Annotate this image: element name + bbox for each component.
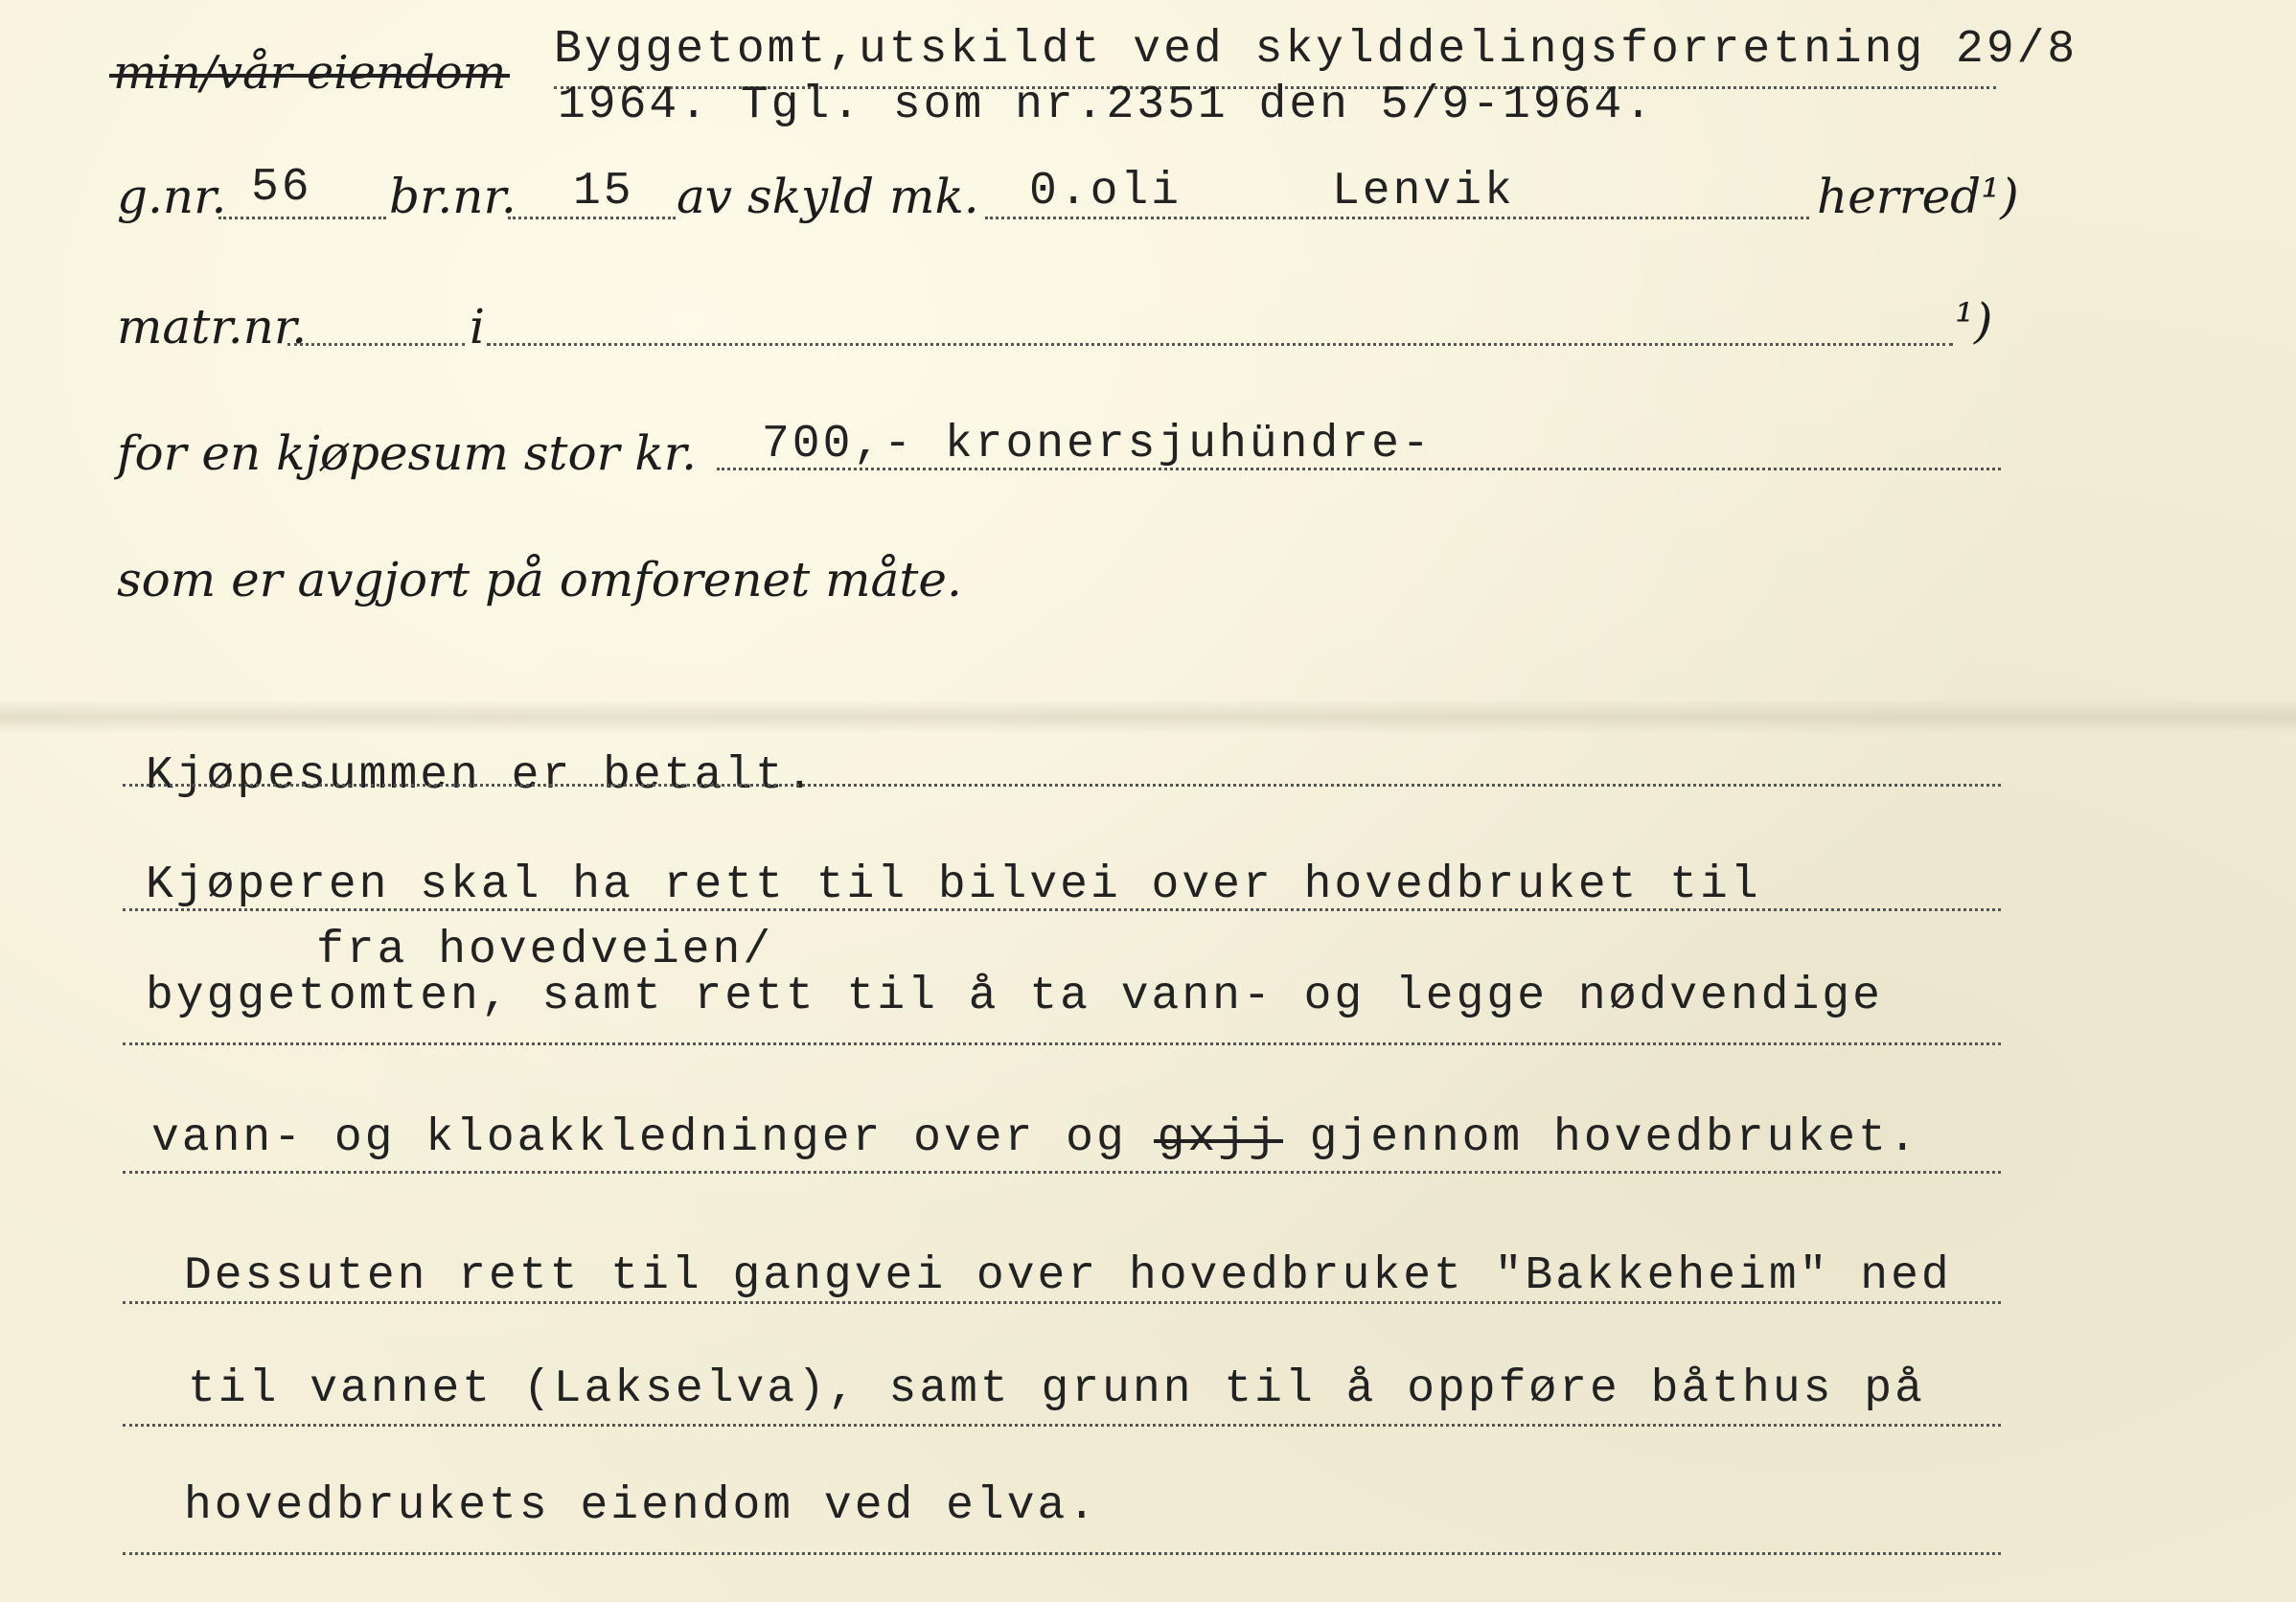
skyld-label: av skyld mk. [677, 169, 979, 224]
struck-word: gxjj [1157, 1112, 1279, 1164]
owner-label [113, 46, 507, 100]
skyld-value: 0.oli [1029, 166, 1182, 217]
herred-label: herred¹) [1817, 169, 2019, 224]
terms-line-6: til vannet (Lakselva), samt grunn til å oppføre båthus på [188, 1363, 1925, 1415]
terms-line-3: byggetomten, samt rett til å ta vann- og legge nødvendige [146, 971, 1883, 1022]
price-label: for en kjøpesum stor kr. [117, 425, 698, 481]
matr-i-label: i [470, 299, 485, 355]
terms-line-5: Dessuten rett til gangvei over hovedbruket "Bakkeheim" ned [184, 1250, 1952, 1302]
dotted-line [123, 1552, 2001, 1555]
dotted-line [487, 343, 1953, 346]
terms-insert: fra hovedveien/ [316, 925, 774, 976]
show-through-text [479, 661, 487, 694]
price-value: 700,- kronersjuhündre- [762, 419, 1433, 470]
dotted-line [287, 343, 465, 346]
terms-line-1: Kjøpesummen er betalt. [146, 750, 816, 802]
dotted-line [123, 908, 2001, 911]
dotted-line [123, 1042, 2001, 1045]
dotted-line [123, 1424, 2001, 1427]
brnr-label: br.nr. [389, 169, 517, 224]
dotted-line [123, 784, 2001, 787]
terms-line-7: hovedbrukets eiendom ved elva. [184, 1480, 1099, 1532]
terms-line-2: Kjøperen skal ha rett til bilvei over hovedbruket til [146, 859, 1761, 911]
matr-footnote: ¹) [1955, 293, 1993, 349]
matr-label: matr.nr. [117, 299, 308, 355]
property-description-line-1: Byggetomt,utskildt ved skylddelingsforretning 29/8 [554, 24, 2078, 76]
gnr-label: g.nr. [117, 169, 227, 224]
struck-owner-label: min/vår eiendom [113, 46, 507, 100]
property-description-line-2: 1964. Tgl. som nr.2351 den 5/9-1964. [558, 80, 1655, 131]
dotted-line [123, 1301, 2001, 1304]
agreed-statement: som er avgjort på omforenet måte. [117, 552, 962, 607]
terms-line-4 [151, 1112, 1919, 1164]
brnr-value: 15 [573, 166, 634, 217]
dotted-line [123, 1171, 2001, 1174]
gnr-value: 56 [251, 162, 312, 214]
dotted-line [218, 217, 386, 219]
municipality-value: Lenvik [1332, 166, 1515, 217]
terms-line-4-prefix: vann- og kloakkledninger over og [151, 1112, 1127, 1164]
terms-line-4-suffix: gjennom hovedbruket. [1309, 1112, 1919, 1164]
paper-fold-shadow [0, 699, 2296, 734]
